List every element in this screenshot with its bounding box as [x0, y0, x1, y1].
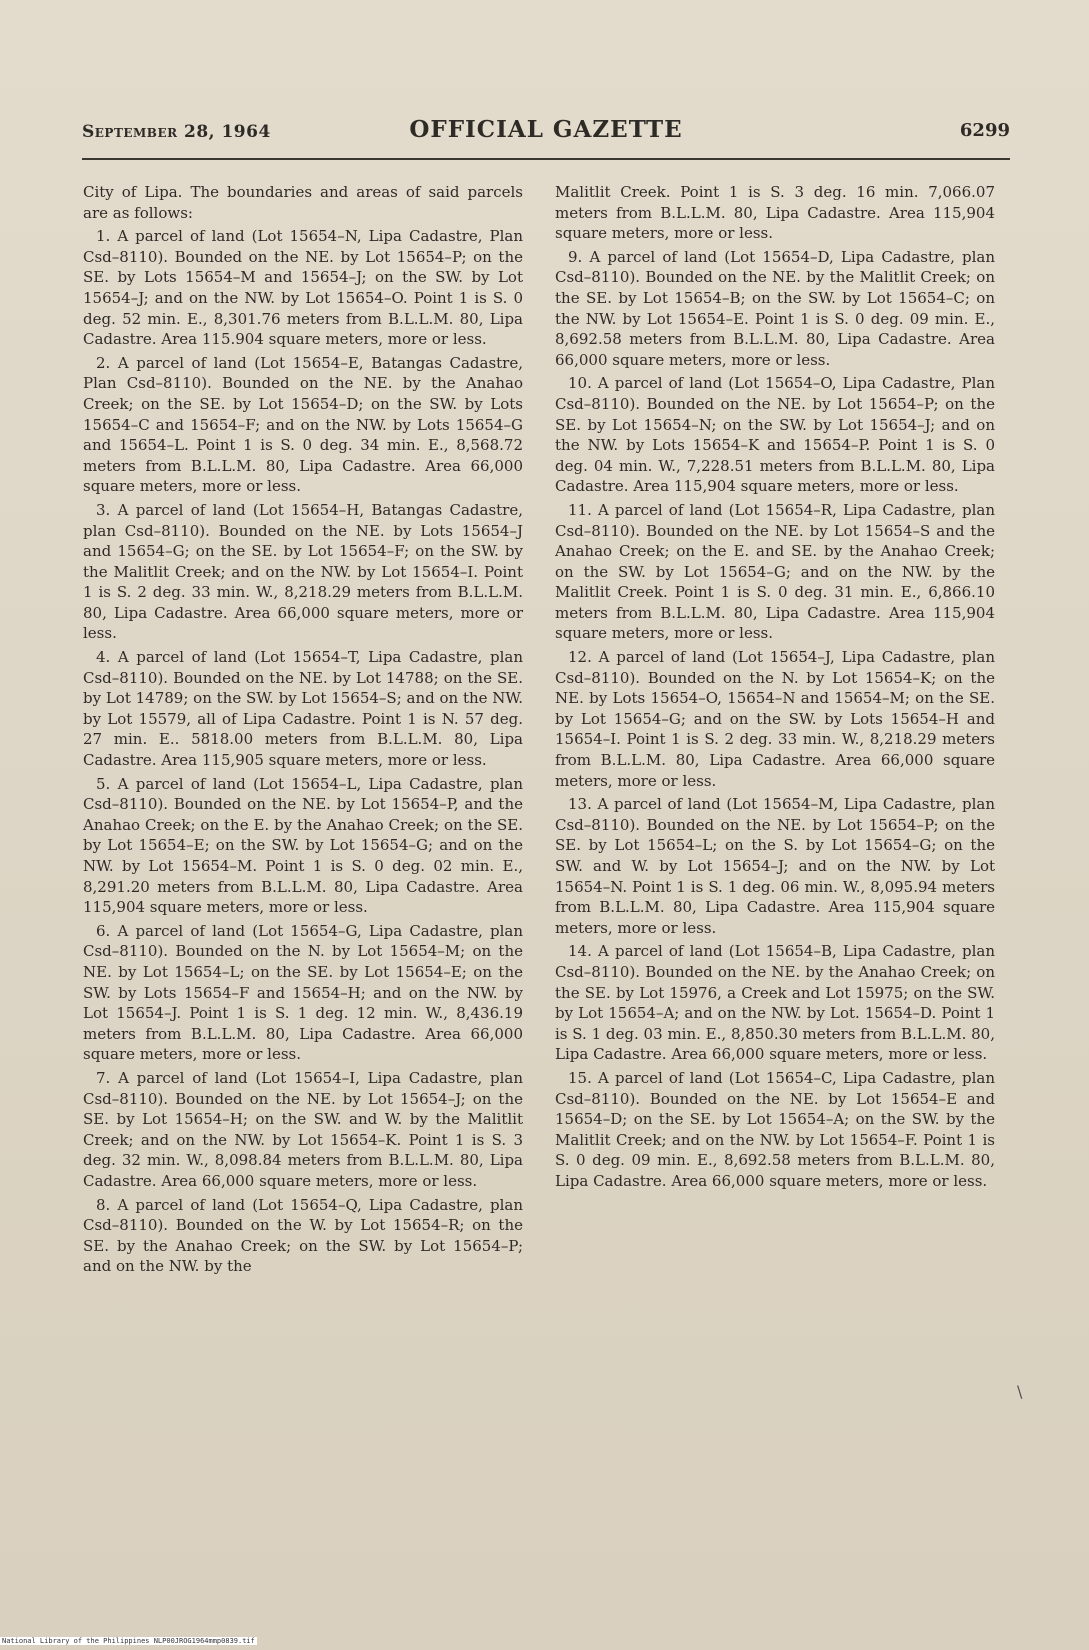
- paragraph: 6. A parcel of land (Lot 15654–G, Lipa Cadastre, plan Csd–8110). Bounded on the N. by Lot 15654–M; on the NE. by Lot 15654–L; on the SE. by Lot 15654–E; on the SW. by Lots 15654–F and 15654–H; and on the NW. by Lot 15654–J. Point 1 is S. 1 deg. 12 min. W., 8,436.19 meters from B.L.L.M. 80, Lipa Cadastre. Area 66,000 square meters, more or less.: [83, 921, 523, 1064]
- paragraph: 9. A parcel of land (Lot 15654–D, Lipa Cadastre, plan Csd–8110). Bounded on the NE. by the Malitlit Creek; on the SE. by Lot 15654–B; on the SW. by Lot 15654–C; on the NW. by Lot 15654–E. Point 1 is S. 0 deg. 09 min. E., 8,692.58 meters from B.L.L.M. 80, Lipa Cadastre. Area 66,000 square meters, more or less.: [555, 247, 995, 369]
- paragraph: 1. A parcel of land (Lot 15654–N, Lipa Cadastre, Plan Csd–8110). Bounded on the NE. by Lot 15654–P; on the SE. by Lots 15654–M and 15654–J; on the SW. by Lot 15654–J; and on the NW. by Lot 15654–O. Point 1 is S. 0 deg. 52 min. E., 8,301.76 meters from B.L.L.M. 80, Lipa Cadastre. Area 115.904 square meters, more or less.: [83, 227, 523, 349]
- paragraph: 2. A parcel of land (Lot 15654–E, Batangas Cadastre, Plan Csd–8110). Bounded on the NE. by the Anahao Creek; on the SE. by Lot 15654–D; on the SW. by Lots 15654–C and 15654–F; and on the NW. by Lots 15654–G and 15654–L. Point 1 is S. 0 deg. 34 min. E., 8,568.72 meters from B.L.L.M. 80, Lipa Cadastre. Area 66,000 square meters, more or less.: [83, 353, 523, 496]
- paragraph: 13. A parcel of land (Lot 15654–M, Lipa Cadastre, plan Csd–8110). Bounded on the NE. by Lot 15654–P; on the SE. by Lot 15654–L; on the S. by Lot 15654–G; on the SW. and W. by Lot 15654–J; and on the NW. by Lot 15654–N. Point 1 is S. 1 deg. 06 min. W., 8,095.94 meters from B.L.L.M. 80, Lipa Cadastre. Area 115,904 square meters, more or less.: [555, 795, 995, 937]
- paragraph: 15. A parcel of land (Lot 15654–C, Lipa Cadastre, plan Csd–8110). Bounded on the NE. by Lot 15654–E and 15654–D; on the SE. by Lot 15654–A; on the SW. by the Malitlit Creek; and on the NW. by Lot 15654–F. Point 1 is S. 0 deg. 09 min. E., 8,692.58 meters from B.L.L.M. 80, Lipa Cadastre. Area 66,000 square meters, more or less.: [555, 1068, 995, 1190]
- paragraph: 3. A parcel of land (Lot 15654–H, Batangas Cadastre, plan Csd–8110). Bounded on the NE. by Lots 15654–J and 15654–G; on the SE. by Lot 15654–F; on the SW. by the Malitlit Creek; and on the NW. by Lot 15654–I. Point 1 is S. 2 deg. 33 min. W., 8,218.29 meters from B.L.L.M. 80, Lipa Cadastre. Area 66,000 square meters, more or less.: [83, 500, 523, 643]
- paragraph: City of Lipa. The boundaries and areas of said parcels are as follows:: [83, 183, 523, 222]
- page-number: 6299: [959, 120, 1010, 141]
- header-rule: [82, 158, 1010, 160]
- page-header: [82, 116, 1010, 152]
- paragraph: Malitlit Creek. Point 1 is S. 3 deg. 16 min. 7,066.07 meters from B.L.L.M. 80, Lipa Cadastre. Area 115,904 square meters, more or less.: [555, 183, 995, 243]
- header-date: September 28, 1964: [82, 122, 271, 142]
- right-column: [555, 182, 995, 1195]
- left-column: [83, 182, 523, 1280]
- scan-footer-label: National Library of the Philippines NLP00JROG1964mmp0839.tif: [2, 1637, 255, 1645]
- header-title: OFFICIAL GAZETTE: [409, 116, 683, 143]
- paragraph: 14. A parcel of land (Lot 15654–B, Lipa Cadastre, plan Csd–8110). Bounded on the NE. by the Anahao Creek; on the SE. by Lot 15976, a Creek and Lot 15975; on the SW. by Lot 15654–A; and on the NW. by Lot. 15654–D. Point 1 is S. 1 deg. 03 min. E., 8,850.30 meters from B.L.L.M. 80, Lipa Cadastre. Area 66,000 square meters, more or less.: [555, 942, 995, 1064]
- paragraph: 8. A parcel of land (Lot 15654–Q, Lipa Cadastre, plan Csd–8110). Bounded on the W. by Lot 15654–R; on the SE. by the Anahao Creek; on the SW. by Lot 15654–P; and on the NW. by the: [83, 1195, 523, 1276]
- paragraph: 4. A parcel of land (Lot 15654–T, Lipa Cadastre, plan Csd–8110). Bounded on the NE. by Lot 14788; on the SE. by Lot 14789; on the SW. by Lot 15654–S; and on the NW. by Lot 15579, all of Lipa Cadastre. Point 1 is N. 57 deg. 27 min. E.. 5818.00 meters from B.L.L.M. 80, Lipa Cadastre. Area 115,905 square meters, more or less.: [83, 648, 523, 770]
- paragraph: 11. A parcel of land (Lot 15654–R, Lipa Cadastre, plan Csd–8110). Bounded on the NE. by Lot 15654–S and the Anahao Creek; on the E. and SE. by the Anahao Creek; on the SW. by Lot 15654–G; and on the NW. by the Malitlit Creek. Point 1 is S. 0 deg. 31 min. E., 6,866.10 meters from B.L.L.M. 80, Lipa Cadastre. Area 115,904 square meters, more or less.: [555, 500, 995, 643]
- paragraph: 5. A parcel of land (Lot 15654–L, Lipa Cadastre, plan Csd–8110). Bounded on the NE. by Lot 15654–P, and the Anahao Creek; on the E. by the Anahao Creek; on the SE. by Lot 15654–E; on the SW. by Lot 15654–G; and on the NW. by Lot 15654–M. Point 1 is S. 0 deg. 02 min. E., 8,291.20 meters from B.L.L.M. 80, Lipa Cadastre. Area 115,904 square meters, more or less.: [83, 774, 523, 917]
- paragraph: 7. A parcel of land (Lot 15654–I, Lipa Cadastre, plan Csd–8110). Bounded on the NE. by Lot 15654–J; on the SE. by Lot 15654–H; on the SW. and W. by the Malitlit Creek; and on the NW. by Lot 15654–K. Point 1 is S. 3 deg. 32 min. W., 8,098.84 meters from B.L.L.M. 80, Lipa Cadastre. Area 66,000 square meters, more or less.: [83, 1068, 523, 1190]
- paragraph: 10. A parcel of land (Lot 15654–O, Lipa Cadastre, Plan Csd–8110). Bounded on the NE. by Lot 15654–P; on the SE. by Lot 15654–N; on the SW. by Lot 15654–J; and on the NW. by Lots 15654–K and 15654–P. Point 1 is S. 0 deg. 04 min. W., 7,228.51 meters from B.L.L.M. 80, Lipa Cadastre. Area 115,904 square meters, more or less.: [555, 374, 995, 496]
- paragraph: 12. A parcel of land (Lot 15654–J, Lipa Cadastre, plan Csd–8110). Bounded on the N. by Lot 15654–K; on the NE. by Lots 15654–O, 15654–N and 15654–M; on the SE. by Lot 15654–G; and on the SW. by Lots 15654–H and 15654–I. Point 1 is S. 2 deg. 33 min. W., 8,218.29 meters from B.L.L.M. 80, Lipa Cadastre. Area 66,000 square meters, more or less.: [555, 648, 995, 790]
- margin-tick-mark: \: [1017, 1382, 1023, 1401]
